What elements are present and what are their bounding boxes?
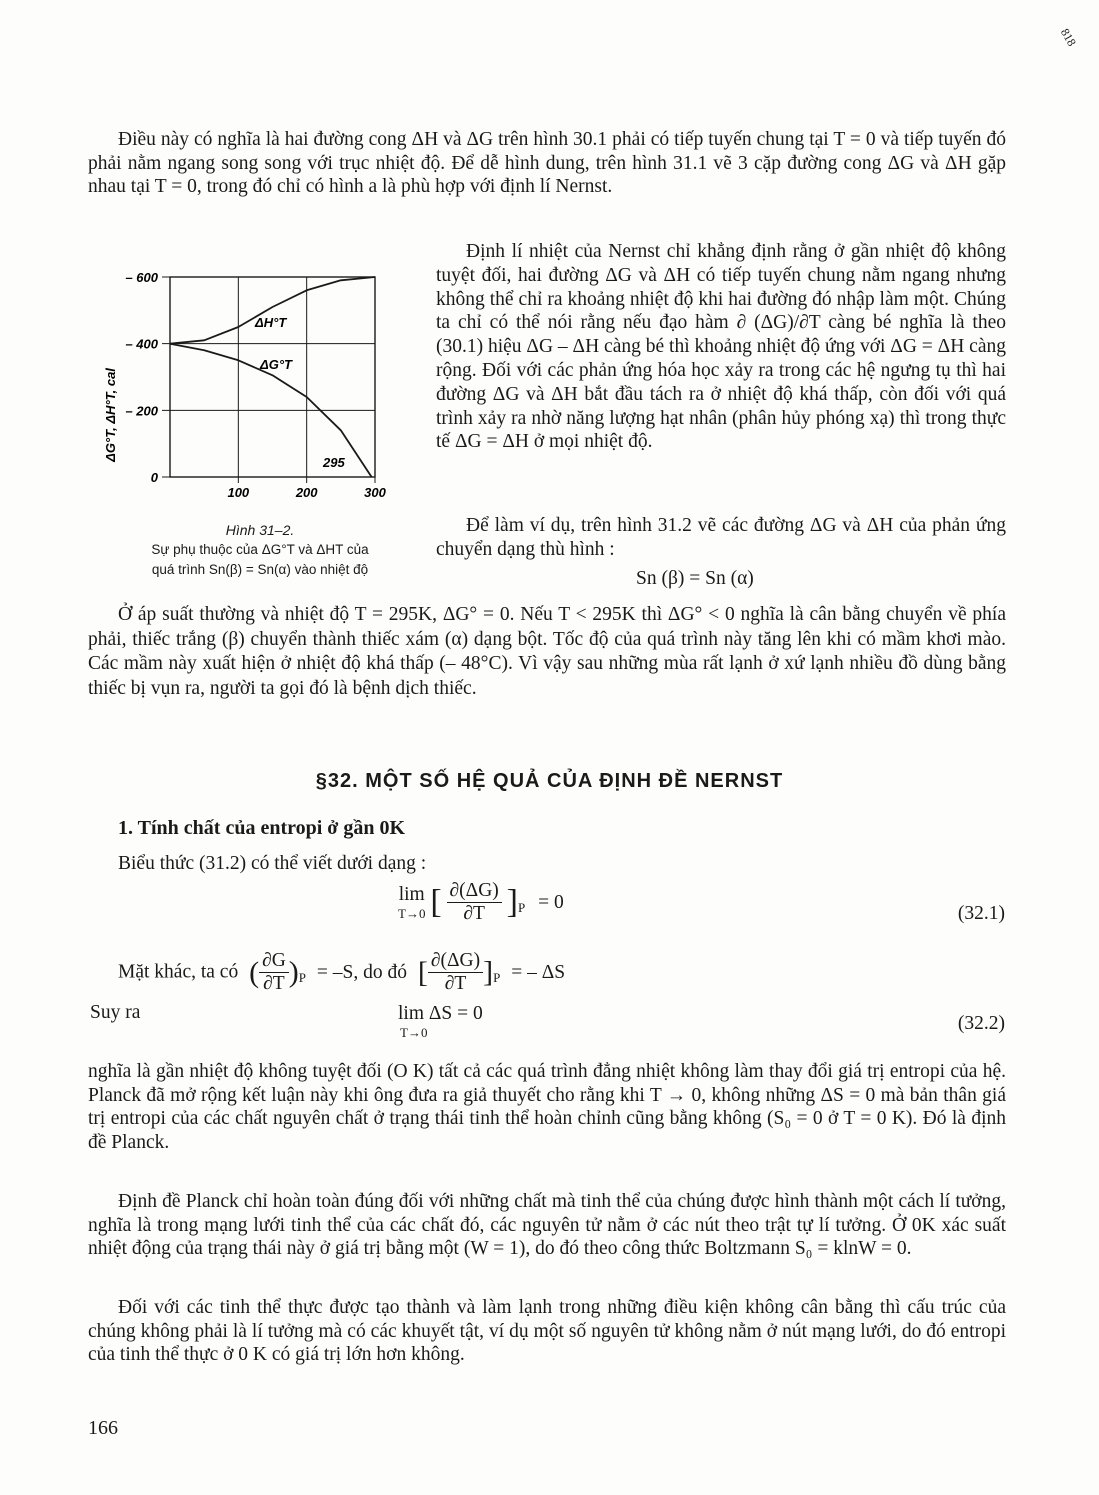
figure-title: Hình 31–2. [225, 522, 295, 538]
eq1-num: ∂(ΔG) [447, 880, 502, 903]
figure-31-2 [95, 255, 425, 515]
y-axis-label: ΔG°T, ΔH°T, cal [103, 368, 118, 462]
eq-number-32-2: (32.2) [957, 1013, 1005, 1034]
equation-mat-khac: Mặt khác, ta có ( $\frac{\partial G}{\partial T}$ )$_P = -S$, do đó [ $\frac{\partial(\Delta G)}{\partial T}$ ]$_P$ = – ΔS [118, 950, 566, 994]
paragraph-planck: Định đề Planck chỉ hoàn toàn đúng đối với những chất mà tinh thể của chúng được hình thành một cách lí tưởng, nghĩa là trong mạng lưới tinh thể của các chất đó, các nguyên tử nằm ở các nút theo trật tự lí tưởng. Ở 0K xác suất nhiệt động của trạng thái này ở giá trị bằng một (W = 1), do đó theo công thức Boltzmann S₀ = klnW = 0. [88, 1191, 1006, 1259]
reaction-equation: Sn (β) = Sn (α) [636, 568, 754, 589]
y-tick-label: – 600 [125, 270, 158, 285]
chart-svg [95, 255, 425, 515]
right-paragraph-1: Định lí nhiệt của Nernst chỉ khẳng định rằng ở gần nhiệt độ không tuyệt đối, hai đường ΔG và ΔH có tiếp tuyến chung nằm ngang nhưng không thể chỉ ra khoảng nhiệt độ khi hai đường đó nhập làm một. Chúng ta chỉ có thể nói rằng nếu đạo hàm ∂ (ΔG)/∂T càng bé nghĩa là theo (30.1) hiệu ΔG – ΔH càng bé thì khoảng nhiệt độ ứng với ΔG = ΔH càng rộng. Đối với các phản ứng hóa học xảy ra trong các hệ ngưng tụ thì hai đường ΔG và ΔH bắt đầu tách ra ở nhiệt độ khá thấp, còn đối với quá trình xảy ra nhờ năng lượng hạt nhân (phân hủy phóng xạ) thì trong thực tế ΔG = ΔH ở mọi nhiệt độ. [436, 241, 1006, 453]
eq-mk-p2: P [493, 969, 501, 985]
section-heading: §32. MỘT SỐ HỆ QUẢ CỦA ĐỊNH ĐỀ NERNST [315, 770, 784, 792]
equation-32-2 [398, 1003, 483, 1041]
page-number: 166 [88, 1417, 118, 1439]
subheading: 1. Tính chất của entropi ở gần 0K [118, 817, 406, 839]
eq1-p: P [517, 899, 526, 915]
intro-paragraph: Điều này có nghĩa là hai đường cong ΔH và ΔG trên hình 30.1 phải có tiếp tuyến chung tại T = 0 và tiếp tuyến đó phải nằm ngang song song với trục nhiệt độ. Để dễ hình dung, trên hình 31.1 vẽ 3 cặp đường cong ΔG và ΔH gặp nhau tại T = 0, trong đó chỉ có hình a là phù hợp với định lí Nernst. [88, 129, 1006, 197]
x-tick-label: 100 [227, 485, 250, 500]
eq1-lim-sub: T→0 [398, 905, 426, 921]
y-tick-label: – 200 [125, 403, 158, 419]
curve-h-label: ΔH°T [255, 315, 287, 330]
eq-mk-mid: = –S, do đó [316, 961, 407, 983]
equation-intro: Biểu thức (31.2) có thể viết dưới dạng : [118, 853, 427, 874]
caption-line-2: quá trình Sn(β) = Sn(α) vào nhiệt độ [151, 562, 369, 577]
x-tick-label: 200 [295, 485, 318, 500]
curve-g-label: ΔG°T [260, 357, 292, 372]
figure-caption [90, 520, 430, 580]
y-tick-label: 0 [150, 470, 158, 485]
eq-mk-den2: ∂T [444, 973, 467, 994]
series-line-dh [170, 277, 375, 344]
right-paragraph-2: Để làm ví dụ, trên hình 31.2 vẽ các đường ΔG và ΔH của phản ứng chuyển dạng thù hình : [436, 515, 1006, 560]
chart-grid [162, 277, 375, 483]
paragraph-real-crystals: Đối với các tinh thể thực được tạo thành và làm lạnh trong những điều kiện không cân bằng thì cấu trúc của chúng không phải là lí tưởng mà có các khuyết tật, ví dụ một số nguyên tử không nằm ở nút mạng lưới, do đó entropi của tinh thể thực ở 0 K có giá trị lớn hơn không. [88, 1297, 1006, 1365]
eq-mk-p1: P [298, 969, 307, 985]
x-tick-label: 300 [364, 485, 386, 500]
eq2-lim-sub: T→0 [400, 1025, 428, 1040]
caption-line-1: Sự phụ thuộc của ΔG°T và ΔHT của [151, 542, 369, 557]
eq2-prefix: Suy ra [90, 1002, 141, 1023]
eq1-lim: lim [398, 883, 425, 905]
eq-mk-num1: ∂G [259, 950, 289, 973]
y-tick-label: – 400 [125, 336, 158, 352]
corner-mark: 818 [1057, 25, 1079, 49]
eq-mat-khac-prefix: Mặt khác, ta có [118, 961, 239, 983]
eq1-rhs: = 0 [538, 891, 564, 913]
annotation-295: 295 [323, 455, 345, 470]
paragraph-after-figure: Ở áp suất thường và nhiệt độ T = 295K, ΔG° = 0. Nếu T < 295K thì ΔG° < 0 nghĩa là cân bằng chuyển về phía phải, thiếc trắng (β) chuyển thành thiếc xám (α) dạng bột. Tốc độ của quá trình này tăng lên khi có mầm khơi mào. Các mầm này xuất hiện ở nhiệt độ khá thấp (– 48°C). Vì vậy sau những mùa rất lạnh ở xứ lạnh nhiều đồ dùng bằng thiếc bị vụn ra, người ta gọi đó là bệnh dịch thiếc. [88, 604, 1006, 699]
chart-curves [170, 277, 375, 477]
eq-number-32-1: (32.1) [957, 903, 1005, 924]
paragraph-nghia: nghĩa là gần nhiệt độ không tuyệt đối (O K) tất cả các quá trình đẳng nhiệt không làm thay đổi giá trị entropi của hệ. Planck đã mở rộng kết luận này khi ông đưa ra giả thuyết cho rằng khi T → 0, không những ΔS = 0 mà bản thân giá trị entropi của các chất nguyên chất ở trạng thái tinh thể hoàn chỉnh cũng bằng không (S₀ = 0 ở T = 0 K). Đó là định đề Planck. [88, 1061, 1006, 1153]
eq-mk-den1: ∂T [263, 973, 285, 994]
eq1-den: ∂T [463, 903, 485, 924]
chart-ticks [125, 270, 386, 500]
eq-mk-num2: ∂(ΔG) [428, 950, 483, 973]
eq2-lim: lim ΔS = 0 [398, 1003, 483, 1024]
equation-32-1: lim T→0 [ $\frac{\partial(\Delta G)}{\partial T}$ ]$_P = 0$ [398, 880, 564, 924]
eq-mk-rhs: = – ΔS [511, 961, 566, 983]
